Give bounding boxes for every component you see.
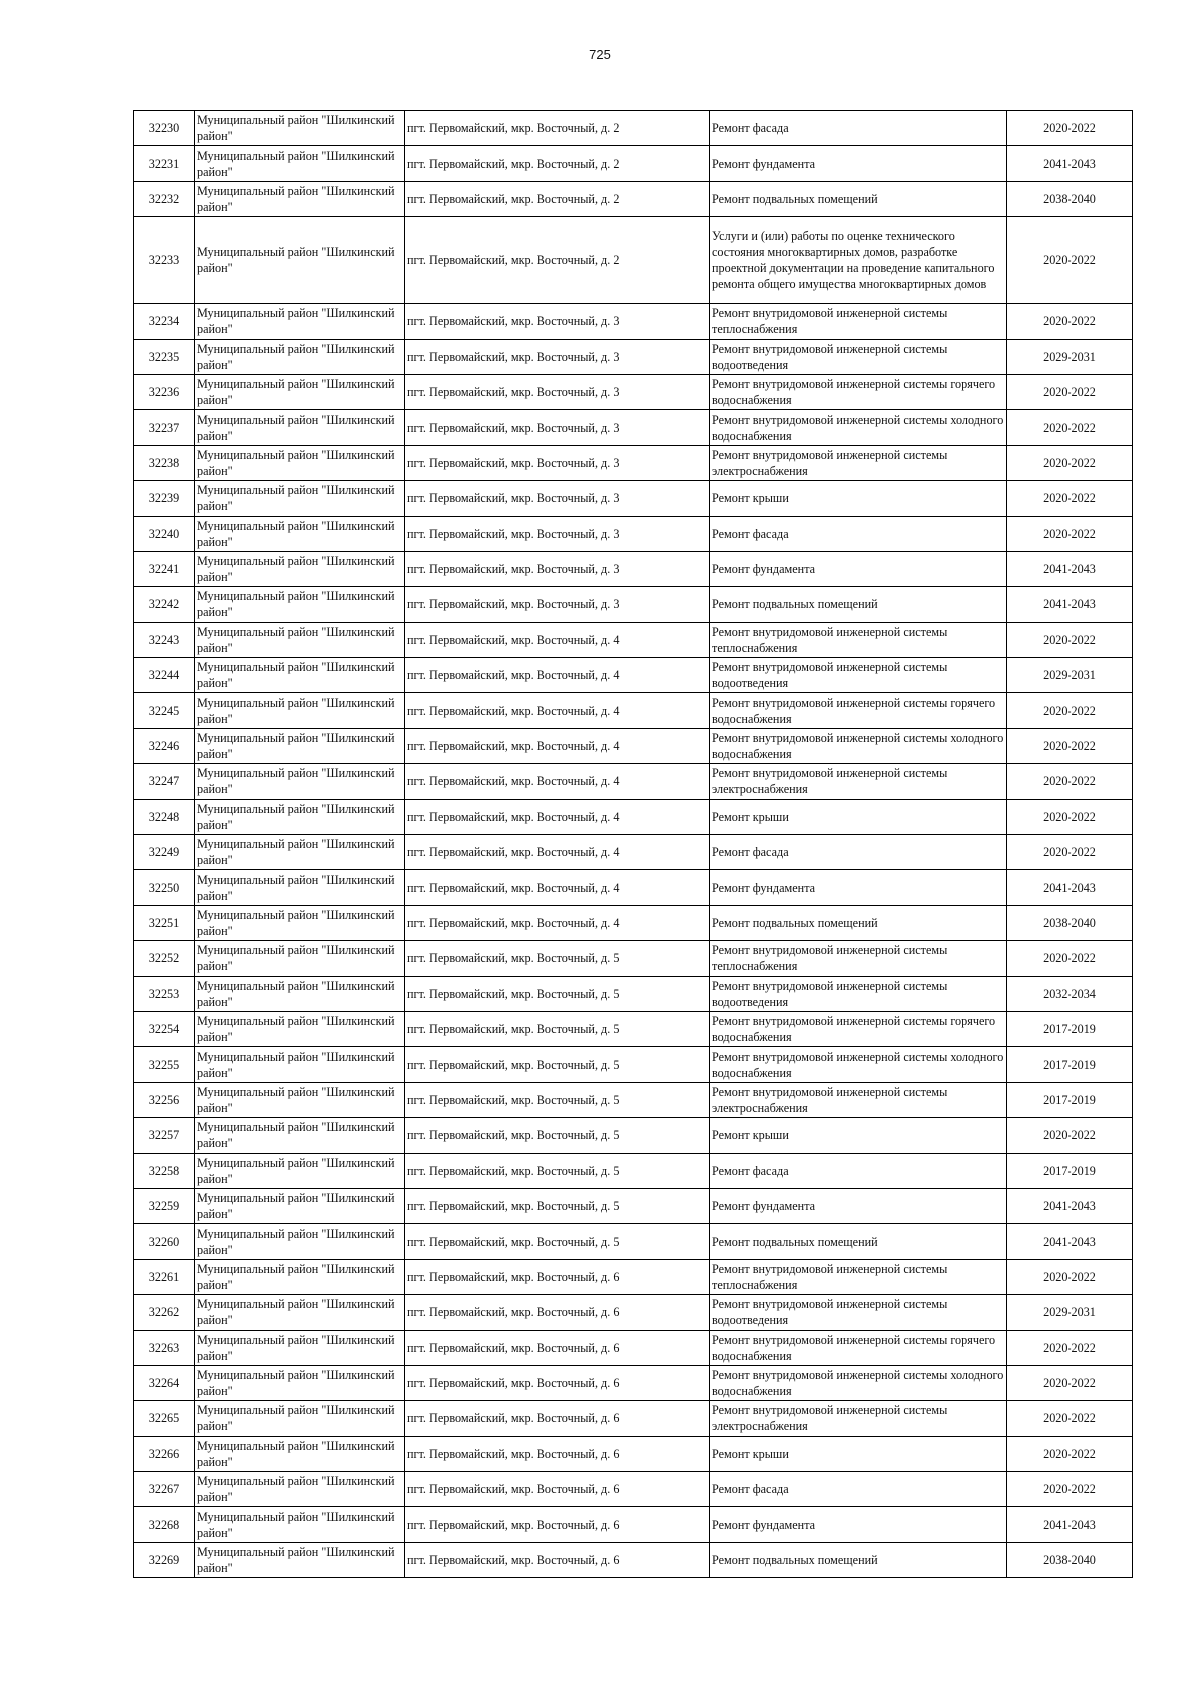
period-cell: 2020-2022: [1007, 374, 1133, 409]
period-cell: 2041-2043: [1007, 1507, 1133, 1542]
district-cell: Муниципальный район "Шилкинский район": [195, 693, 405, 728]
table-row: [134, 764, 1133, 799]
table-row: [134, 1259, 1133, 1294]
table-row: [134, 658, 1133, 693]
row-number-cell: 32252: [134, 941, 195, 976]
period-cell: 2020-2022: [1007, 941, 1133, 976]
period-cell: 2038-2040: [1007, 905, 1133, 940]
address-cell: пгт. Первомайский, мкр. Восточный, д. 6: [405, 1542, 710, 1577]
district-cell: Муниципальный район "Шилкинский район": [195, 870, 405, 905]
district-cell: Муниципальный район "Шилкинский район": [195, 1295, 405, 1330]
period-cell: 2017-2019: [1007, 1011, 1133, 1046]
row-number-cell: 32266: [134, 1436, 195, 1471]
row-number-cell: 32257: [134, 1118, 195, 1153]
row-number-cell: 32260: [134, 1224, 195, 1259]
work-type-cell: Ремонт внутридомовой инженерной системы электроснабжения: [710, 1082, 1007, 1117]
address-cell: пгт. Первомайский, мкр. Восточный, д. 4: [405, 870, 710, 905]
row-number-cell: 32250: [134, 870, 195, 905]
table-row: [134, 941, 1133, 976]
address-cell: пгт. Первомайский, мкр. Восточный, д. 4: [405, 658, 710, 693]
district-cell: Муниципальный район "Шилкинский район": [195, 658, 405, 693]
work-type-cell: Ремонт внутридомовой инженерной системы холодного водоснабжения: [710, 1365, 1007, 1400]
address-cell: пгт. Первомайский, мкр. Восточный, д. 4: [405, 905, 710, 940]
row-number-cell: 32238: [134, 445, 195, 480]
address-cell: пгт. Первомайский, мкр. Восточный, д. 4: [405, 835, 710, 870]
address-cell: пгт. Первомайский, мкр. Восточный, д. 5: [405, 1224, 710, 1259]
period-cell: 2041-2043: [1007, 1224, 1133, 1259]
work-type-cell: Ремонт внутридомовой инженерной системы горячего водоснабжения: [710, 374, 1007, 409]
work-type-cell: Ремонт фасада: [710, 516, 1007, 551]
work-type-cell: Ремонт подвальных помещений: [710, 587, 1007, 622]
district-cell: Муниципальный район "Шилкинский район": [195, 1082, 405, 1117]
address-cell: пгт. Первомайский, мкр. Восточный, д. 3: [405, 410, 710, 445]
period-cell: 2038-2040: [1007, 1542, 1133, 1577]
table-row: [134, 339, 1133, 374]
row-number-cell: 32232: [134, 181, 195, 216]
work-type-cell: Услуги и (или) работы по оценке технического состояния многоквартирных домов, разработке проектной документации на проведение капитального ремонта общего имущества многоквартирных домов: [710, 217, 1007, 304]
row-number-cell: 32240: [134, 516, 195, 551]
row-number-cell: 32256: [134, 1082, 195, 1117]
row-number-cell: 32239: [134, 481, 195, 516]
period-cell: 2041-2043: [1007, 146, 1133, 181]
work-type-cell: Ремонт внутридомовой инженерной системы теплоснабжения: [710, 1259, 1007, 1294]
row-number-cell: 32233: [134, 217, 195, 304]
district-cell: Муниципальный район "Шилкинский район": [195, 146, 405, 181]
district-cell: Муниципальный район "Шилкинский район": [195, 1011, 405, 1046]
period-cell: 2017-2019: [1007, 1153, 1133, 1188]
work-type-cell: Ремонт внутридомовой инженерной системы теплоснабжения: [710, 622, 1007, 657]
district-cell: Муниципальный район "Шилкинский район": [195, 1507, 405, 1542]
address-cell: пгт. Первомайский, мкр. Восточный, д. 6: [405, 1507, 710, 1542]
address-cell: пгт. Первомайский, мкр. Восточный, д. 5: [405, 1153, 710, 1188]
row-number-cell: 32242: [134, 587, 195, 622]
row-number-cell: 32231: [134, 146, 195, 181]
district-cell: Муниципальный район "Шилкинский район": [195, 905, 405, 940]
table-row: [134, 481, 1133, 516]
district-cell: Муниципальный район "Шилкинский район": [195, 728, 405, 763]
table-row: [134, 304, 1133, 339]
table-row: [134, 146, 1133, 181]
district-cell: Муниципальный район "Шилкинский район": [195, 1259, 405, 1294]
table-row: [134, 1365, 1133, 1400]
row-number-cell: 32269: [134, 1542, 195, 1577]
address-cell: пгт. Первомайский, мкр. Восточный, д. 3: [405, 587, 710, 622]
address-cell: пгт. Первомайский, мкр. Восточный, д. 4: [405, 764, 710, 799]
work-type-cell: Ремонт фасада: [710, 1153, 1007, 1188]
district-cell: Муниципальный район "Шилкинский район": [195, 516, 405, 551]
period-cell: 2020-2022: [1007, 445, 1133, 480]
district-cell: Муниципальный район "Шилкинский район": [195, 445, 405, 480]
work-type-cell: Ремонт фундамента: [710, 870, 1007, 905]
period-cell: 2038-2040: [1007, 181, 1133, 216]
table-row: [134, 835, 1133, 870]
work-type-cell: Ремонт фундамента: [710, 1188, 1007, 1223]
district-cell: Муниципальный район "Шилкинский район": [195, 111, 405, 146]
work-type-cell: Ремонт крыши: [710, 799, 1007, 834]
row-number-cell: 32254: [134, 1011, 195, 1046]
address-cell: пгт. Первомайский, мкр. Восточный, д. 3: [405, 481, 710, 516]
row-number-cell: 32253: [134, 976, 195, 1011]
address-cell: пгт. Первомайский, мкр. Восточный, д. 4: [405, 693, 710, 728]
address-cell: пгт. Первомайский, мкр. Восточный, д. 5: [405, 941, 710, 976]
table-row: [134, 693, 1133, 728]
address-cell: пгт. Первомайский, мкр. Восточный, д. 5: [405, 976, 710, 1011]
address-cell: пгт. Первомайский, мкр. Восточный, д. 6: [405, 1365, 710, 1400]
address-cell: пгт. Первомайский, мкр. Восточный, д. 3: [405, 551, 710, 586]
period-cell: 2017-2019: [1007, 1082, 1133, 1117]
address-cell: пгт. Первомайский, мкр. Восточный, д. 6: [405, 1330, 710, 1365]
district-cell: Муниципальный район "Шилкинский район": [195, 181, 405, 216]
period-cell: 2020-2022: [1007, 304, 1133, 339]
work-type-cell: Ремонт внутридомовой инженерной системы холодного водоснабжения: [710, 410, 1007, 445]
period-cell: 2020-2022: [1007, 1259, 1133, 1294]
work-type-cell: Ремонт внутридомовой инженерной системы водоотведения: [710, 976, 1007, 1011]
row-number-cell: 32235: [134, 339, 195, 374]
district-cell: Муниципальный район "Шилкинский район": [195, 1224, 405, 1259]
work-type-cell: Ремонт внутридомовой инженерной системы горячего водоснабжения: [710, 1330, 1007, 1365]
district-cell: Муниципальный район "Шилкинский район": [195, 551, 405, 586]
district-cell: Муниципальный район "Шилкинский район": [195, 1542, 405, 1577]
table-row: [134, 181, 1133, 216]
district-cell: Муниципальный район "Шилкинский район": [195, 764, 405, 799]
work-type-cell: Ремонт внутридомовой инженерной системы водоотведения: [710, 339, 1007, 374]
table-row: [134, 1330, 1133, 1365]
district-cell: Муниципальный район "Шилкинский район": [195, 587, 405, 622]
table-row: [134, 374, 1133, 409]
row-number-cell: 32245: [134, 693, 195, 728]
work-type-cell: Ремонт крыши: [710, 1436, 1007, 1471]
period-cell: 2020-2022: [1007, 1118, 1133, 1153]
period-cell: 2020-2022: [1007, 799, 1133, 834]
district-cell: Муниципальный район "Шилкинский район": [195, 217, 405, 304]
work-type-cell: Ремонт крыши: [710, 1118, 1007, 1153]
address-cell: пгт. Первомайский, мкр. Восточный, д. 6: [405, 1295, 710, 1330]
work-type-cell: Ремонт внутридомовой инженерной системы холодного водоснабжения: [710, 728, 1007, 763]
address-cell: пгт. Первомайский, мкр. Восточный, д. 4: [405, 799, 710, 834]
row-number-cell: 32243: [134, 622, 195, 657]
work-type-cell: Ремонт фундамента: [710, 146, 1007, 181]
work-type-cell: Ремонт фундамента: [710, 1507, 1007, 1542]
work-type-cell: Ремонт внутридомовой инженерной системы теплоснабжения: [710, 304, 1007, 339]
table-row: [134, 551, 1133, 586]
address-cell: пгт. Первомайский, мкр. Восточный, д. 6: [405, 1472, 710, 1507]
work-type-cell: Ремонт внутридомовой инженерной системы водоотведения: [710, 1295, 1007, 1330]
row-number-cell: 32241: [134, 551, 195, 586]
table-row: [134, 1118, 1133, 1153]
row-number-cell: 32267: [134, 1472, 195, 1507]
address-cell: пгт. Первомайский, мкр. Восточный, д. 6: [405, 1259, 710, 1294]
table-body: [134, 111, 1133, 1578]
table-row: [134, 1472, 1133, 1507]
work-type-cell: Ремонт внутридомовой инженерной системы горячего водоснабжения: [710, 1011, 1007, 1046]
work-type-cell: Ремонт подвальных помещений: [710, 181, 1007, 216]
row-number-cell: 32237: [134, 410, 195, 445]
period-cell: 2020-2022: [1007, 1472, 1133, 1507]
table-row: [134, 870, 1133, 905]
work-type-cell: Ремонт внутридомовой инженерной системы теплоснабжения: [710, 941, 1007, 976]
period-cell: 2020-2022: [1007, 764, 1133, 799]
period-cell: 2020-2022: [1007, 410, 1133, 445]
district-cell: Муниципальный район "Шилкинский район": [195, 1047, 405, 1082]
district-cell: Муниципальный район "Шилкинский район": [195, 1153, 405, 1188]
table-row: [134, 1295, 1133, 1330]
period-cell: 2041-2043: [1007, 551, 1133, 586]
address-cell: пгт. Первомайский, мкр. Восточный, д. 5: [405, 1011, 710, 1046]
period-cell: 2020-2022: [1007, 1436, 1133, 1471]
address-cell: пгт. Первомайский, мкр. Восточный, д. 3: [405, 339, 710, 374]
period-cell: 2020-2022: [1007, 1330, 1133, 1365]
table-row: [134, 445, 1133, 480]
row-number-cell: 32251: [134, 905, 195, 940]
address-cell: пгт. Первомайский, мкр. Восточный, д. 2: [405, 111, 710, 146]
table-row: [134, 1542, 1133, 1577]
district-cell: Муниципальный район "Шилкинский район": [195, 799, 405, 834]
row-number-cell: 32248: [134, 799, 195, 834]
district-cell: Муниципальный район "Шилкинский район": [195, 481, 405, 516]
address-cell: пгт. Первомайский, мкр. Восточный, д. 4: [405, 622, 710, 657]
period-cell: 2020-2022: [1007, 728, 1133, 763]
row-number-cell: 32249: [134, 835, 195, 870]
address-cell: пгт. Первомайский, мкр. Восточный, д. 6: [405, 1436, 710, 1471]
table-row: [134, 622, 1133, 657]
work-type-cell: Ремонт внутридомовой инженерной системы водоотведения: [710, 658, 1007, 693]
table-row: [134, 1082, 1133, 1117]
district-cell: Муниципальный район "Шилкинский район": [195, 1472, 405, 1507]
row-number-cell: 32263: [134, 1330, 195, 1365]
district-cell: Муниципальный район "Шилкинский район": [195, 1188, 405, 1223]
period-cell: 2020-2022: [1007, 1365, 1133, 1400]
row-number-cell: 32268: [134, 1507, 195, 1542]
district-cell: Муниципальный район "Шилкинский район": [195, 1118, 405, 1153]
work-type-cell: Ремонт фасада: [710, 835, 1007, 870]
table-row: [134, 1507, 1133, 1542]
table-row: [134, 1401, 1133, 1436]
district-cell: Муниципальный район "Шилкинский район": [195, 304, 405, 339]
period-cell: 2020-2022: [1007, 481, 1133, 516]
work-type-cell: Ремонт фундамента: [710, 551, 1007, 586]
period-cell: 2029-2031: [1007, 1295, 1133, 1330]
work-type-cell: Ремонт внутридомовой инженерной системы электроснабжения: [710, 445, 1007, 480]
table-row: [134, 410, 1133, 445]
row-number-cell: 32264: [134, 1365, 195, 1400]
work-type-cell: Ремонт подвальных помещений: [710, 1542, 1007, 1577]
address-cell: пгт. Первомайский, мкр. Восточный, д. 5: [405, 1118, 710, 1153]
district-cell: Муниципальный район "Шилкинский район": [195, 410, 405, 445]
row-number-cell: 32265: [134, 1401, 195, 1436]
period-cell: 2041-2043: [1007, 1188, 1133, 1223]
district-cell: Муниципальный район "Шилкинский район": [195, 339, 405, 374]
period-cell: 2041-2043: [1007, 870, 1133, 905]
table-row: [134, 516, 1133, 551]
row-number-cell: 32255: [134, 1047, 195, 1082]
address-cell: пгт. Первомайский, мкр. Восточный, д. 5: [405, 1047, 710, 1082]
address-cell: пгт. Первомайский, мкр. Восточный, д. 5: [405, 1188, 710, 1223]
repair-schedule-table: [133, 110, 1133, 1578]
row-number-cell: 32246: [134, 728, 195, 763]
table-row: [134, 976, 1133, 1011]
work-type-cell: Ремонт фасада: [710, 1472, 1007, 1507]
table-row: [134, 587, 1133, 622]
table-row: [134, 217, 1133, 304]
table-row: [134, 1436, 1133, 1471]
period-cell: 2041-2043: [1007, 587, 1133, 622]
table-row: [134, 1153, 1133, 1188]
work-type-cell: Ремонт внутридомовой инженерной системы горячего водоснабжения: [710, 693, 1007, 728]
address-cell: пгт. Первомайский, мкр. Восточный, д. 3: [405, 516, 710, 551]
period-cell: 2020-2022: [1007, 622, 1133, 657]
table-row: [134, 905, 1133, 940]
work-type-cell: Ремонт подвальных помещений: [710, 905, 1007, 940]
period-cell: 2017-2019: [1007, 1047, 1133, 1082]
district-cell: Муниципальный район "Шилкинский район": [195, 976, 405, 1011]
row-number-cell: 32236: [134, 374, 195, 409]
district-cell: Муниципальный район "Шилкинский район": [195, 1330, 405, 1365]
address-cell: пгт. Первомайский, мкр. Восточный, д. 4: [405, 728, 710, 763]
address-cell: пгт. Первомайский, мкр. Восточный, д. 2: [405, 217, 710, 304]
work-type-cell: Ремонт крыши: [710, 481, 1007, 516]
page-number: 725: [589, 47, 611, 62]
table-row: [134, 1047, 1133, 1082]
district-cell: Муниципальный район "Шилкинский район": [195, 622, 405, 657]
period-cell: 2020-2022: [1007, 1401, 1133, 1436]
table-row: [134, 799, 1133, 834]
period-cell: 2020-2022: [1007, 835, 1133, 870]
row-number-cell: 32247: [134, 764, 195, 799]
district-cell: Муниципальный район "Шилкинский район": [195, 1436, 405, 1471]
table-row: [134, 111, 1133, 146]
address-cell: пгт. Первомайский, мкр. Восточный, д. 3: [405, 304, 710, 339]
period-cell: 2020-2022: [1007, 111, 1133, 146]
address-cell: пгт. Первомайский, мкр. Восточный, д. 2: [405, 146, 710, 181]
work-type-cell: Ремонт подвальных помещений: [710, 1224, 1007, 1259]
row-number-cell: 32244: [134, 658, 195, 693]
address-cell: пгт. Первомайский, мкр. Восточный, д. 5: [405, 1082, 710, 1117]
work-type-cell: Ремонт внутридомовой инженерной системы электроснабжения: [710, 1401, 1007, 1436]
period-cell: 2020-2022: [1007, 217, 1133, 304]
table-row: [134, 728, 1133, 763]
district-cell: Муниципальный район "Шилкинский район": [195, 835, 405, 870]
row-number-cell: 32261: [134, 1259, 195, 1294]
period-cell: 2032-2034: [1007, 976, 1133, 1011]
address-cell: пгт. Первомайский, мкр. Восточный, д. 3: [405, 445, 710, 480]
period-cell: 2020-2022: [1007, 516, 1133, 551]
row-number-cell: 32234: [134, 304, 195, 339]
row-number-cell: 32262: [134, 1295, 195, 1330]
address-cell: пгт. Первомайский, мкр. Восточный, д. 6: [405, 1401, 710, 1436]
row-number-cell: 32258: [134, 1153, 195, 1188]
address-cell: пгт. Первомайский, мкр. Восточный, д. 2: [405, 181, 710, 216]
period-cell: 2029-2031: [1007, 658, 1133, 693]
period-cell: 2020-2022: [1007, 693, 1133, 728]
district-cell: Муниципальный район "Шилкинский район": [195, 941, 405, 976]
row-number-cell: 32259: [134, 1188, 195, 1223]
address-cell: пгт. Первомайский, мкр. Восточный, д. 3: [405, 374, 710, 409]
work-type-cell: Ремонт фасада: [710, 111, 1007, 146]
district-cell: Муниципальный район "Шилкинский район": [195, 1365, 405, 1400]
district-cell: Муниципальный район "Шилкинский район": [195, 374, 405, 409]
period-cell: 2029-2031: [1007, 339, 1133, 374]
table-row: [134, 1224, 1133, 1259]
work-type-cell: Ремонт внутридомовой инженерной системы холодного водоснабжения: [710, 1047, 1007, 1082]
work-type-cell: Ремонт внутридомовой инженерной системы электроснабжения: [710, 764, 1007, 799]
district-cell: Муниципальный район "Шилкинский район": [195, 1401, 405, 1436]
row-number-cell: 32230: [134, 111, 195, 146]
table-row: [134, 1011, 1133, 1046]
table-row: [134, 1188, 1133, 1223]
